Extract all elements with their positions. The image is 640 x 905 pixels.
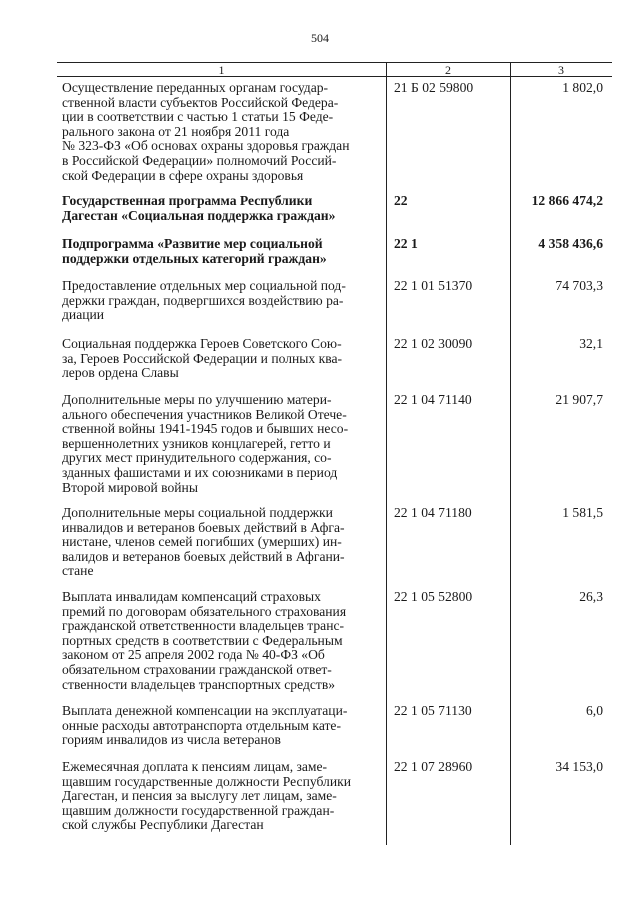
row-description: Дополнительные меры по улучшению матери- ального обеспечения участников Великой Отече- ственной войны 1941-1945 годов и бывших несо- вершеннолетних узников концлагерей, гетто и других мест принудительного содержания, со- зданных фашистами и их союзниками в период Второй мировой войны xyxy=(62,392,349,495)
row-code: 22 1 07 28960 xyxy=(394,759,473,774)
row-amount: 1 581,5 xyxy=(562,505,603,520)
row-code: 22 1 02 30090 xyxy=(394,336,473,351)
row-amount: 12 866 474,2 xyxy=(531,193,603,208)
row-description: Государственная программа Республики Дагестан «Социальная поддержка граждан» xyxy=(62,193,336,223)
row-code: 22 1 xyxy=(394,236,418,251)
row-amount: 26,3 xyxy=(579,589,603,604)
row-amount: 34 153,0 xyxy=(555,759,603,774)
column-header-3: 3 xyxy=(558,63,564,77)
row-code: 22 1 04 71180 xyxy=(394,505,472,520)
row-description: Дополнительные меры социальной поддержки инвалидов и ветеранов боевых действий в Афга- нистане, членов семей погибших (умерших) ин- валидов и ветеранов боевых действий в Афгани- стане xyxy=(62,505,345,579)
row-description: Подпрограмма «Развитие мер социальной поддержки отдельных категорий граждан» xyxy=(62,236,327,266)
row-amount: 6,0 xyxy=(586,703,603,718)
row-description: Осуществление переданных органам государ- ственной власти субъектов Российской Федера- ции в соответствии с частью 1 статьи 15 Феде- рального закона от 21 ноября 2011 года № 323-ФЗ «Об основах охраны здоровья граждан в Российской Федерации» полномочий Россий- ской Федерации в сфере охраны здоровья xyxy=(62,80,350,183)
row-amount: 4 358 436,6 xyxy=(538,236,603,251)
row-code: 22 1 04 71140 xyxy=(394,392,472,407)
column-header-2: 2 xyxy=(445,63,451,77)
row-amount: 21 907,7 xyxy=(555,392,603,407)
row-amount: 1 802,0 xyxy=(562,80,603,95)
column-header-1: 1 xyxy=(218,63,225,77)
row-amount: 32,1 xyxy=(579,336,603,351)
table-top-rule xyxy=(57,62,612,63)
row-description: Ежемесячная доплата к пенсиям лицам, заме- щавшим государственные должности Республики Дагестан, и пенсия за выслугу лет лицам, заме- щавшим должности государственной граждан- ской службы Республики Дагестан xyxy=(62,759,351,833)
page-number: 504 xyxy=(311,31,329,45)
row-code: 21 Б 02 59800 xyxy=(394,80,474,95)
row-description: Выплата инвалидам компенсаций страховых премий по договорам обязательного страхования гражданской ответственности владельцев транс- портных средств в соответствии с Федеральным законом от 25 апреля 2002 года № 40-ФЗ «Об обязательном страховании гражданской ответ- ственности владельцев транспортных средств» xyxy=(62,589,347,692)
row-code: 22 xyxy=(394,193,408,208)
row-code: 22 1 05 52800 xyxy=(394,589,473,604)
row-amount: 74 703,3 xyxy=(555,278,603,293)
row-code: 22 1 05 71130 xyxy=(394,703,472,718)
column-divider-2 xyxy=(510,62,511,845)
row-description: Выплата денежной компенсации на эксплуатаци- онные расходы автотранспорта отдельным кате- гориям инвалидов из числа ветеранов xyxy=(62,703,348,748)
row-description: Социальная поддержка Героев Советского Сою- за, Героев Российской Федерации и полных ква- леров ордена Славы xyxy=(62,336,343,381)
row-description: Предоставление отдельных мер социальной под- держки граждан, подвергшихся воздействию ра- диации xyxy=(62,278,346,323)
row-code: 22 1 01 51370 xyxy=(394,278,473,293)
column-divider-1 xyxy=(386,62,387,845)
